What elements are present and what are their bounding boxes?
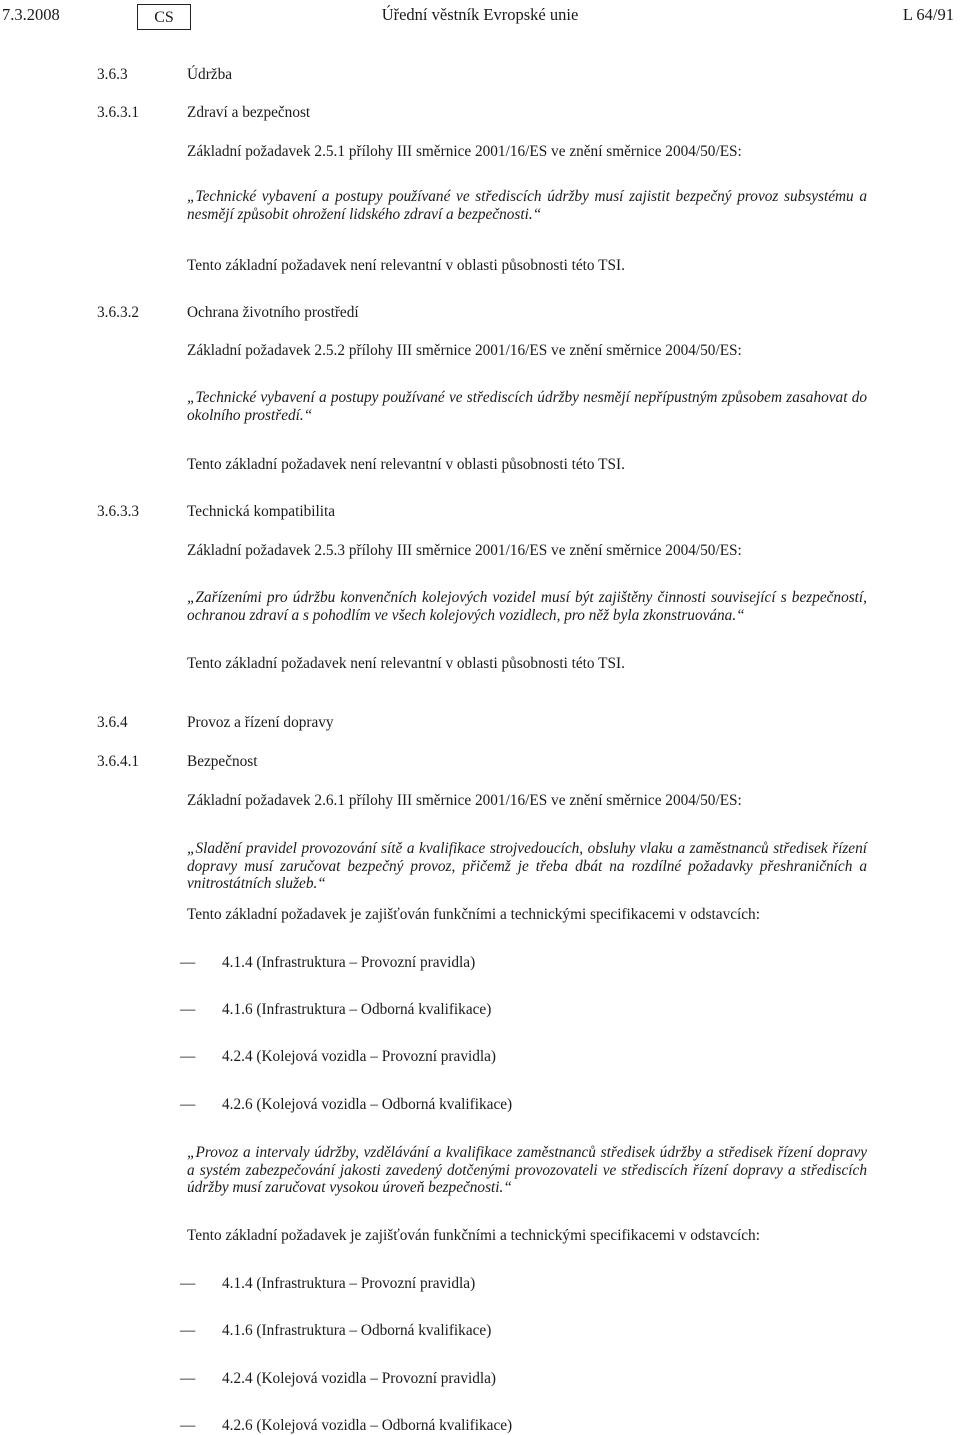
list-item: [180, 1048, 496, 1066]
section-heading: Bezpečnost: [187, 753, 258, 770]
section-heading: Zdraví a bezpečnost: [187, 104, 311, 121]
relevance-note: Tento základní požadavek není relevantní v oblasti působnosti této TSI.: [187, 257, 625, 274]
list-dash: —: [180, 1417, 196, 1434]
list-item: [180, 1322, 491, 1340]
list-item-text: 4.1.6 (Infrastruktura – Odborná kvalifikace): [222, 1322, 492, 1339]
list-item: [180, 1370, 496, 1388]
list-dash: —: [180, 1096, 196, 1113]
reference-intro: Tento základní požadavek je zajišťován funkčními a technickými specifikacemi v odstavcích:: [187, 1227, 760, 1244]
section-number: 3.6.3.1: [97, 104, 140, 121]
requirement-reference: Základní požadavek 2.5.2 přílohy III směrnice 2001/16/ES ve znění směrnice 2004/50/ES:: [187, 342, 742, 359]
requirement-quote: „Technické vybavení a postupy používané ve střediscích údržby nesmějí nepřípustným způsobem zasahovat do okolního prostředí.“: [187, 389, 867, 424]
list-dash: —: [180, 1322, 196, 1339]
list-item-text: 4.2.4 (Kolejová vozidla – Provozní pravidla): [222, 1370, 496, 1387]
journal-header: [0, 4, 960, 26]
list-item-text: 4.1.4 (Infrastruktura – Provozní pravidla): [222, 954, 476, 971]
section-heading: Údržba: [187, 66, 233, 83]
requirement-quote: „Sladění pravidel provozování sítě a kvalifikace strojvedoucích, obsluhy vlaku a zaměstnanců středisek řízení dopravy musí zaručovat bezpečný provoz, přičemž je třeba dbát na rozdílné požadavky přeshraničních a vnitrostátních služeb.“: [187, 840, 867, 892]
relevance-note: Tento základní požadavek není relevantní v oblasti působnosti této TSI.: [187, 655, 625, 672]
journal-title: Úřední věstník Evropské unie: [381, 5, 579, 24]
section-number: 3.6.3.2: [97, 304, 140, 321]
requirement-quote: „Zařízeními pro údržbu konvenčních kolejových vozidel musí být zajištěny činnosti související s bezpečností, ochranou zdraví a s pohodlím ve všech kolejových vozidlech, pro něž byla zkonstruována.“: [187, 589, 867, 624]
list-item: [180, 1275, 475, 1293]
list-item: [180, 1001, 491, 1019]
requirement-reference: Základní požadavek 2.5.1 přílohy III směrnice 2001/16/ES ve znění směrnice 2004/50/ES:: [187, 143, 742, 160]
requirement-reference: Základní požadavek 2.6.1 přílohy III směrnice 2001/16/ES ve znění směrnice 2004/50/ES:: [187, 792, 742, 809]
section-number: 3.6.3: [97, 66, 128, 83]
section-number: 3.6.3.3: [97, 503, 140, 520]
list-item-text: 4.1.6 (Infrastruktura – Odborná kvalifikace): [222, 1001, 492, 1018]
section-heading: Technická kompatibilita: [187, 503, 336, 520]
section-heading: Ochrana životního prostředí: [187, 304, 359, 321]
list-item: [180, 954, 475, 972]
section-heading: Provoz a řízení dopravy: [187, 714, 334, 731]
list-item-text: 4.1.4 (Infrastruktura – Provozní pravidla): [222, 1275, 476, 1292]
list-dash: —: [180, 1370, 196, 1387]
list-dash: —: [180, 1001, 196, 1018]
list-dash: —: [180, 1275, 196, 1292]
relevance-note: Tento základní požadavek není relevantní v oblasti působnosti této TSI.: [187, 456, 625, 473]
list-item-text: 4.2.4 (Kolejová vozidla – Provozní pravidla): [222, 1048, 496, 1065]
list-item: [180, 1096, 512, 1114]
reference-intro: Tento základní požadavek je zajišťován funkčními a technickými specifikacemi v odstavcích:: [187, 906, 760, 923]
list-item-text: 4.2.6 (Kolejová vozidla – Odborná kvalifikace): [222, 1096, 513, 1113]
list-item-text: 4.2.6 (Kolejová vozidla – Odborná kvalifikace): [222, 1417, 513, 1434]
page-reference: L 64/91: [902, 5, 954, 24]
language-badge: CS: [137, 4, 191, 30]
list-dash: —: [180, 954, 196, 971]
requirement-quote: „Provoz a intervaly údržby, vzdělávání a kvalifikace zaměstnanců středisek údržby a středisek řízení dopravy a systém zabezpečování jakosti zavedený dotčenými provozovateli ve střediscích řízení dopravy a střediscích údržby musí zaručovat vysokou úroveň bezpečnosti.“: [187, 1144, 867, 1196]
list-item: [180, 1417, 512, 1435]
requirement-reference: Základní požadavek 2.5.3 přílohy III směrnice 2001/16/ES ve znění směrnice 2004/50/ES:: [187, 542, 742, 559]
publication-date: 7.3.2008: [2, 5, 60, 24]
list-dash: —: [180, 1048, 196, 1065]
section-number: 3.6.4.1: [97, 753, 140, 770]
section-number: 3.6.4: [97, 714, 128, 731]
requirement-quote: „Technické vybavení a postupy používané ve střediscích údržby musí zajistit bezpečný provoz subsystému a nesmějí způsobit ohrožení lidského zdraví a bezpečnosti.“: [187, 188, 867, 223]
